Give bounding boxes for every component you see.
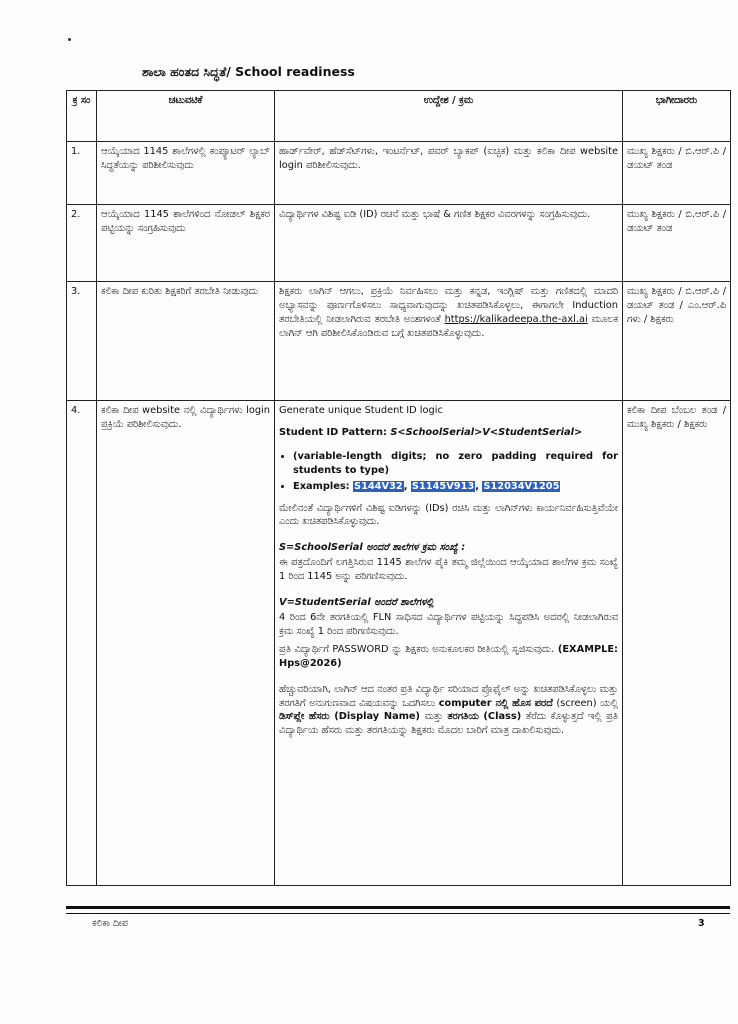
list-item: • (variable-length digits; no zero padding required for students to type) (293, 450, 618, 478)
row-number: 2. (67, 205, 97, 282)
final-text-g: ತೆರೆದು ಕೊಳ್ಳುತ್ತದೆ ಇಲ್ಲಿ ಪ್ರತಿ ವಿದ್ಯಾರ್ಥಿಯ ಹೆಸರು ಮತ್ತು ತರಗತಿಯನ್ನು ಶಿಕ್ಷಕರು ಮೊದಲ ಬಾರಿಗೆ ಮಾತ್ರ ದಾಖಲಿಸುವುದು. (279, 711, 618, 737)
final-text-a: ಹೆಚ್ಚುವರಿಯಾಗಿ, ಲಾಗಿನ್ ಆದ ನಂತರ ಪ್ರತಿ ವಿದ್ಯಾರ್ಥಿ ಸರಿಯಾದ ಪ್ರೊಫೈಲ್ ಅನ್ನು ಖಚಿತಪಡಿಸಿಕೊಳ್ಳಲು ಮತ್ತು ತರಗತಿಗೆ ಅನುಗುಣವಾದ ವಿಷಯವನ್ನು ಒದಗಿಸಲು (279, 683, 618, 709)
table-header-row (67, 91, 731, 142)
row-stakeholders: ಮುಖ್ಯ ಶಿಕ್ಷಕರು / ಬಿ.ಆರ್.ಪಿ / ಡಯಟ್ ತಂಡ (623, 142, 731, 205)
header-serial: ಕ್ರ ಸಂ (67, 91, 97, 142)
student-serial-heading: V=StudentSerial ಅಂದರೆ ಶಾಲೆಗಳಲ್ಲಿ (279, 597, 434, 609)
kalikadeepa-link[interactable]: https://kalikadeepa.the-axl.ai (444, 313, 588, 325)
row-number: 1. (67, 142, 97, 205)
row-number: 3. (67, 282, 97, 401)
table-row (67, 205, 731, 282)
table-row (67, 282, 731, 401)
row-activity: ಆಯ್ಕೆಯಾದ 1145 ಶಾಲೆಗಳಿಂದ ನೋಡಲ್ ಶಿಕ್ಷಕರ ಪಟ್ಟಿಯನ್ನು ಸಂಗ್ರಹಿಸುವುದು (97, 205, 275, 282)
id-pattern-value: S<SchoolSerial>V<StudentSerial> (390, 426, 583, 438)
list-item: • Examples: S144V32, S1145V913, S12034V1205 (293, 480, 618, 494)
row-purpose: ವಿದ್ಯಾರ್ಥಿಗಳ ವಿಶಿಷ್ಟ ಐಡಿ (ID) ರಚನೆ ಮತ್ತು ಭಾಷೆ & ಗಣಿತ ಶಿಕ್ಷಕರ ವಿವರಗಳನ್ನು ಸಂಗ್ರಹಿಸುವುದು. (275, 205, 623, 282)
section-heading: ಶಾಲಾ ಹಂತದ ಸಿದ್ಧತೆ/ School readiness (142, 64, 355, 79)
id-pattern (279, 426, 618, 440)
final-text-e: ಮತ್ತು (424, 711, 443, 723)
display-name-text (279, 683, 618, 739)
header-activity: ಚಟುವಟಿಕೆ (97, 91, 275, 142)
school-serial-heading: S=SchoolSerial ಅಂದರೆ ಶಾಲೆಗಳ ಕ್ರಮ ಸಂಖ್ಯೆ : (279, 542, 466, 554)
row-purpose (275, 282, 623, 401)
purpose-text-end: ಮೂಲಕ ಲಾಗಿನ್ ಆಗಿ ಪರಿಶೀಲಿಸಿಕೊಂಡಿರುವ ಬಗ್ಗೆ ಖಚಿತಪಡಿಸಿಕೊಳ್ಳುವುದು. (279, 313, 618, 339)
row-stakeholders: ಕಲಿಕಾ ದೀಪ ಬೆಂಬಲ ತಂಡ / ಮುಖ್ಯ ಶಿಕ್ಷಕರು / ಶಿಕ್ಷಕರು (623, 401, 731, 886)
row-activity: ಕಲಿಕಾ ದೀಪ ಕುರಿತು ಶಿಕ್ಷಕರಿಗೆ ತರಬೇತಿ ನೀಡುವುದು (97, 282, 275, 401)
row-stakeholders: ಮುಖ್ಯ ಶಿಕ್ಷಕರು / ಬಿ.ಆರ್.ಪಿ / ಡಯಟ್ ತಂಡ / ಎಂ.ಆರ್.ಪಿ ಗಳು / ಶಿಕ್ಷಕರು (623, 282, 731, 401)
school-serial-text: ಈ ಪತ್ರದೊಂದಿಗೆ ಲಗತ್ತಿಸಿರುವ 1145 ಶಾಲೆಗಳ ಪೈಕಿ ತಮ್ಮ ಜಿಲ್ಲೆಯಿಂದ ಆಯ್ಕೆಯಾದ ಶಾಲೆಗಳ ಕ್ರಮ ಸಂಖ್ಯೆ 1 ರಿಂದ 1145 ಅನ್ನು ಪರಿಗಣಿಸುವುದು. (279, 557, 618, 583)
purpose-text: ಶಿಕ್ಷಕರು ಲಾಗಿನ್ ಆಗಲು, ಪ್ರಕ್ರಿಯೆ ನಿರ್ವಹಿಸಲು ಮತ್ತು ಕನ್ನಡ, ಇಂಗ್ಲಿಷ್ ಮತ್ತು ಗಣಿತದಲ್ಲಿ ಮಾದರಿ ಅಭ್ಯಾಸವನ್ನು ಪೂರ್ಣಗೊಳಿಸಲು ಸಾಧ್ಯವಾಗುವುದನ್ನು ಖಚಿತಪಡಿಸಿಕೊಳ್ಳಲು, ಈಗಾಗಲೇ Induction ತರಬೇತಿಯಲ್ಲಿ ನೀಡಲಾಗಿರುವ ತರಬೇತಿ ಅಂಶಗಳಂತೆ (279, 286, 618, 325)
row-purpose (275, 401, 623, 886)
id-pattern-label: Student ID Pattern: (279, 426, 387, 438)
final-text-d: ಡಿಸ್‌ಪ್ಲೇ ಹೆಸರು (Display Name) (279, 711, 421, 723)
final-text-b: computer ನಲ್ಲಿ ಹೊಸ ಪರದೆ (438, 697, 553, 709)
id-rules-list (279, 450, 618, 494)
row-number: 4. (67, 401, 97, 886)
header-purpose: ಉದ್ದೇಶ / ಕ್ರಮ (275, 91, 623, 142)
table-row (67, 401, 731, 886)
header-stakeholders: ಭಾಗೀದಾರರು (623, 91, 731, 142)
final-text-c: (screen) ಯಲ್ಲಿ (556, 697, 619, 709)
password-instruction: ಪ್ರತಿ ವಿದ್ಯಾರ್ಥಿಗೆ PASSWORD ನ್ನು ಶಿಕ್ಷಕರು ಅನುಕೂಲಕರ ರೀತಿಯಲ್ಲಿ ಸೃಜಿಸುವುದು. (279, 643, 555, 655)
row-stakeholders: ಮುಖ್ಯ ಶಿಕ್ಷಕರು / ಬಿ.ಆರ್.ಪಿ / ಡಯಟ್ ತಂಡ (623, 205, 731, 282)
examples-label: Examples: (293, 480, 350, 492)
id-instruction: ಮೇಲಿನಂತೆ ವಿದ್ಯಾರ್ಥಿಗಳಿಗೆ ವಿಶಿಷ್ಟ ಐಡಿಗಳನ್ನು (IDs) ರಚಿಸಿ ಮತ್ತು ಲಾಗಿನ್‌ಗಳು ಕಾರ್ಯನಿರ್ವಹಿಸುತ್ತಿವೆಯೇ ಎಂದು ಖಚಿತಪಡಿಸಿಕೊಳ್ಳುವುದು. (279, 502, 618, 528)
page-number: 3 (698, 918, 705, 929)
row-purpose: ಹಾರ್ಡ್‌ವೇರ್, ಹೆಡ್‌ಸೆಟ್‌ಗಳು, ಇಂಟರ್ನೆಟ್, ಪವರ್ ಬ್ಯಾಕಪ್ (ಐಚ್ಛಿಕ) ಮತ್ತು ಕಲಿಕಾ ದೀಪ website login ಪರಿಶೀಲಿಸುವುದು. (275, 142, 623, 205)
example-id: S12034V1205 (483, 480, 560, 492)
password-text (279, 643, 618, 671)
row-activity: ಆಯ್ಕೆಯಾದ 1145 ಶಾಲೆಗಳಲ್ಲಿ ಕಂಪ್ಯೂಟರ್ ಲ್ಯಾಬ್ ಸಿದ್ಧತೆಯನ್ನು ಪರಿಶೀಲಿಸುವುದು (97, 142, 275, 205)
row-activity: ಕಲಿಕಾ ದೀಪ website ನಲ್ಲಿ ವಿದ್ಯಾರ್ಥಿಗಳು login ಪ್ರಕ್ರಿಯೆ ಪರಿಶೀಲಿಸುವುದು. (97, 401, 275, 886)
password-example: (EXAMPLE: Hps@2026) (279, 643, 618, 669)
readiness-table (66, 90, 731, 886)
table-row (67, 142, 731, 205)
example-id: S1145V913 (411, 480, 475, 492)
footer-title: ಕಲಿಕಾ ದೀಪ (92, 918, 128, 929)
final-text-f: ತರಗತಿಯ (Class) (447, 711, 522, 723)
example-id: S144V32 (354, 480, 403, 492)
id-logic-title: Generate unique Student ID logic (279, 405, 443, 416)
student-serial-text: 4 ರಿಂದ 6ನೇ ತರಗತಿಯಲ್ಲಿ FLN ಸಾಧಿಸದ ವಿದ್ಯಾರ್ಥಿಗಳ ಪಟ್ಟಿಯನ್ನು ಸಿದ್ಧಪಡಿಸಿ ಅದರಲ್ಲಿ ನೀಡಲಾಗಿರುವ ಕ್ರಮ ಸಂಖ್ಯೆ 1 ರಿಂದ ಪರಿಗಣಿಸುವುದು. (279, 611, 618, 637)
scan-speck (68, 38, 71, 41)
footer-divider (66, 906, 730, 914)
